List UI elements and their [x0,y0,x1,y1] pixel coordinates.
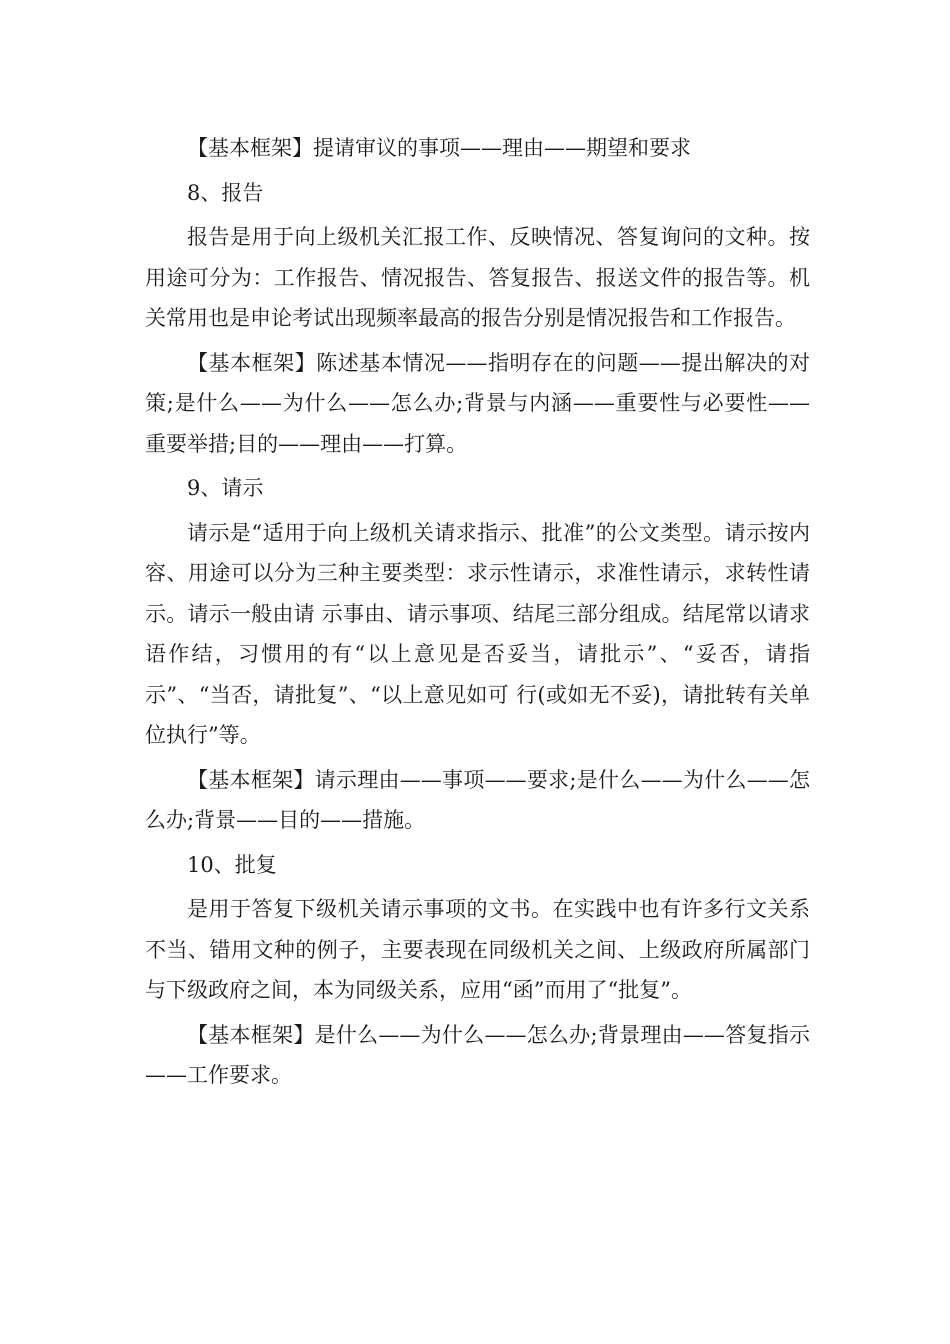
framework-paragraph-reply: 【基本框架】是什么——为什么——怎么办;背景理由——答复指示——工作要求。 [145,1022,810,1087]
framework-paragraph-proposal: 【基本框架】提请审议的事项——理由——期望和要求 [187,136,691,160]
reply-description: 是用于答复下级机关请示事项的文书。在实践中也有许多行文关系不当、错用文种的例子，主要表现在同级机关之间、上级政府所属部门与下级政府之间，本为同级关系，应用“函”而用了“批复”。 [145,897,810,1002]
section-heading-request: 9、请示 [187,476,264,500]
section-heading-reply: 10、批复 [187,852,277,877]
section-heading-report: 8、报告 [187,180,264,205]
request-description: 请示是“适用于向上级机关请求指示、批准”的公文类型。请示按内容、用途可以分为三种主要类型：求示性请示，求准性请示，求转性请示。请示一般由请 示事由、请示事项、结尾三部分组成。结尾常以请求语作结，习惯用的有“以上意见是否妥当，请批示”、“妥否，请指示”、“当否，请批复”、“以上意见如可 行(或如无不妥)，请批转有关单位执行”等。 [145,520,810,747]
framework-paragraph-report: 【基本框架】陈述基本情况——指明存在的问题——提出解决的对策;是什么——为什么——怎么办;背景与内涵——重要性与必要性——重要举措;目的——理由——打算。 [145,350,810,456]
framework-paragraph-request: 【基本框架】请示理由——事项——要求;是什么——为什么——怎么办;背景——目的——措施。 [145,767,810,832]
report-description: 报告是用于向上级机关汇报工作、反映情况、答复询问的文种。按用途可分为：工作报告、情况报告、答复报告、报送文件的报告等。机关常用也是申论考试出现频率最高的报告分别是情况报告和工作报告。 [145,225,810,330]
